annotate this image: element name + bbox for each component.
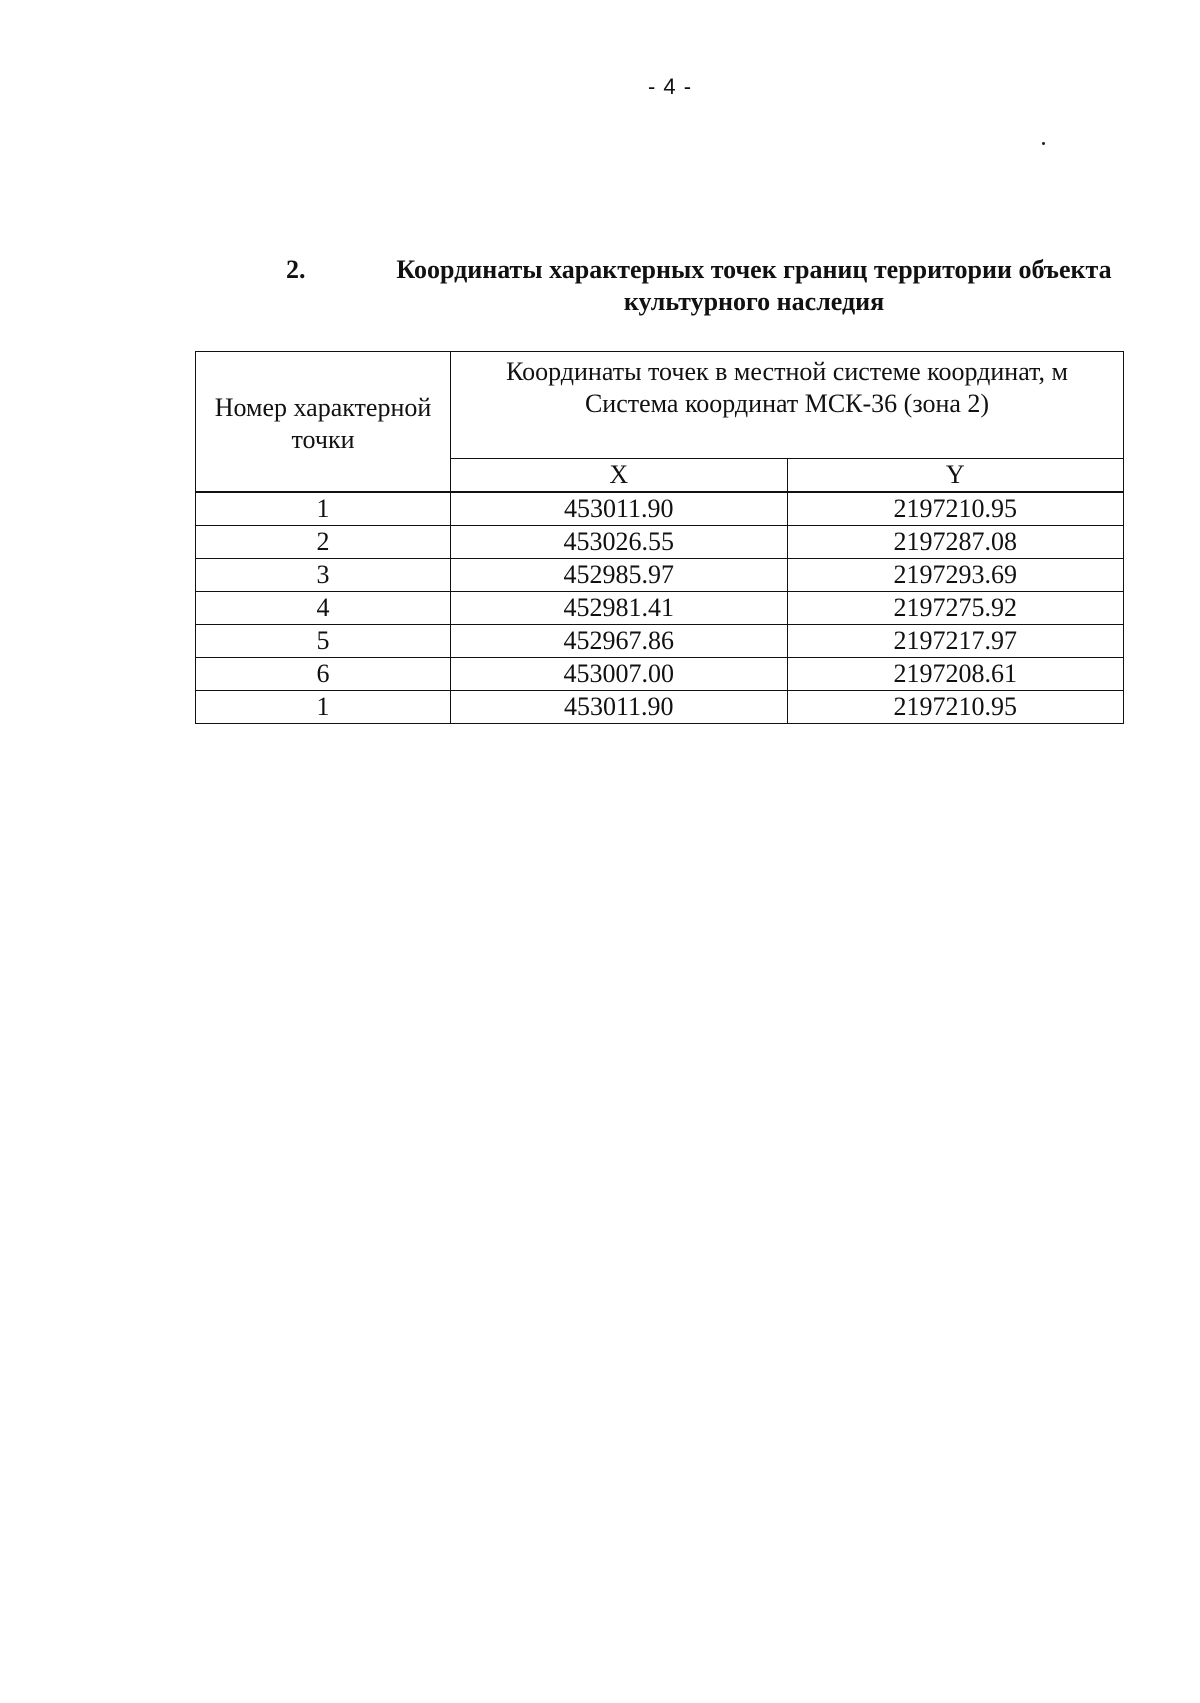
y-coordinate-cell: 2197217.97 <box>787 625 1124 658</box>
page-number: - 4 - <box>647 74 693 99</box>
y-coordinate-cell: 2197210.95 <box>787 691 1124 724</box>
header-x: X <box>451 459 788 493</box>
table-row <box>196 658 1124 691</box>
header-y: Y <box>787 459 1124 493</box>
x-coordinate-cell: 453007.00 <box>451 658 788 691</box>
y-coordinate-cell: 2197208.61 <box>787 658 1124 691</box>
table-row <box>196 526 1124 559</box>
section-title-line-2: культурного наследия <box>623 287 885 316</box>
scan-speck <box>1042 142 1045 145</box>
x-coordinate-cell: 452985.97 <box>451 559 788 592</box>
x-coordinate-cell: 453011.90 <box>451 691 788 724</box>
header-coordinate-group-line-2: Система координат МСК-36 (зона 2) <box>584 389 990 418</box>
x-coordinate-cell: 452981.41 <box>451 592 788 625</box>
section-heading <box>280 254 1150 318</box>
point-number-cell: 2 <box>196 526 451 559</box>
header-coordinate-group-line-1: Координаты точек в местной системе координат, м <box>506 357 1068 386</box>
y-coordinate-cell: 2197293.69 <box>787 559 1124 592</box>
y-coordinate-cell: 2197287.08 <box>787 526 1124 559</box>
point-number-cell: 4 <box>196 592 451 625</box>
table-row <box>196 592 1124 625</box>
point-number-cell: 1 <box>196 492 451 526</box>
x-coordinate-cell: 453011.90 <box>451 492 788 526</box>
point-number-cell: 1 <box>196 691 451 724</box>
coordinates-table <box>195 351 1124 724</box>
point-number-cell: 5 <box>196 625 451 658</box>
section-number: 2. <box>286 255 306 284</box>
header-coordinate-group <box>451 352 1124 459</box>
section-title-line-1: Координаты характерных точек границ территории объекта <box>396 255 1112 284</box>
y-coordinate-cell: 2197210.95 <box>787 492 1124 526</box>
table-row <box>196 492 1124 526</box>
header-point-number: Номер характерной точки <box>196 352 451 493</box>
table-row <box>196 691 1124 724</box>
table-row <box>196 559 1124 592</box>
y-coordinate-cell: 2197275.92 <box>787 592 1124 625</box>
point-number-cell: 3 <box>196 559 451 592</box>
x-coordinate-cell: 453026.55 <box>451 526 788 559</box>
x-coordinate-cell: 452967.86 <box>451 625 788 658</box>
point-number-cell: 6 <box>196 658 451 691</box>
table-row <box>196 625 1124 658</box>
